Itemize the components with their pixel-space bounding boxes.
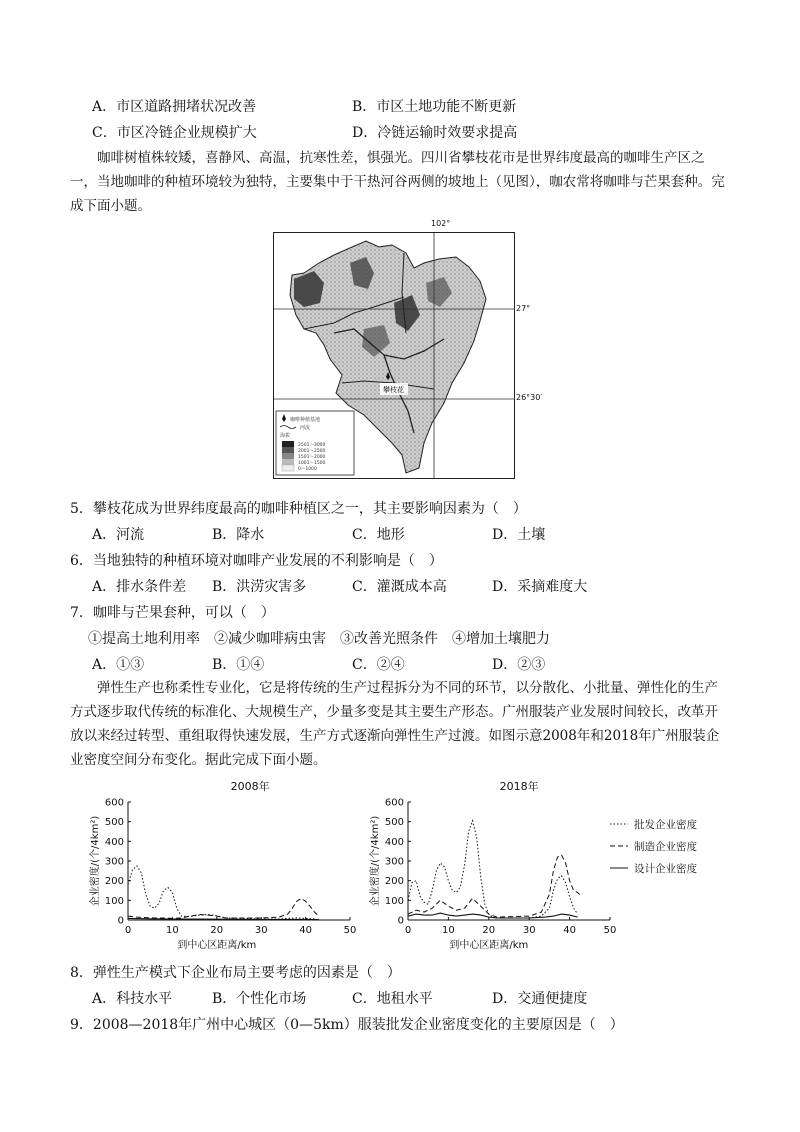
q8-option-d: D．交通便捷度 — [492, 991, 588, 1007]
legend-band: 0～1000 — [298, 467, 317, 472]
x-tick-label: 20 — [482, 925, 496, 936]
series-line-dashed — [408, 855, 582, 917]
q7-option-c: C．②④ — [352, 657, 405, 673]
q6-option-c: C．灌溉成本高 — [352, 579, 447, 595]
map-graphic — [274, 233, 514, 478]
q5-option-a: A．河流 — [92, 527, 145, 543]
q5-option-b: B．降水 — [212, 527, 265, 543]
legend-swatch — [282, 447, 294, 453]
q7-option-b: B．①④ — [212, 657, 265, 673]
q6-option-d: D．采摘难度大 — [492, 579, 588, 595]
map-city-label: 攀枝花 — [383, 386, 404, 394]
legend-swatch — [282, 441, 294, 447]
option-a: A．市区道路拥堵状况改善 — [92, 99, 257, 115]
question-9: 9．2008—2018年广州中心城区（0—5km）服装批发企业密度变化的主要原因是（ ） — [70, 1017, 624, 1033]
legend-band: 1501～2000 — [298, 455, 326, 460]
q5-option-c: C．地形 — [352, 527, 405, 543]
y-tick-label: 300 — [384, 856, 404, 868]
q8-option-c: C．地租水平 — [352, 991, 433, 1007]
x-tick-label: 40 — [563, 925, 576, 936]
question-7: 7．咖啡与芒果套种，可以（ ） — [70, 605, 275, 621]
y-tick-label: 100 — [384, 895, 404, 907]
option-d: D．冷链运输时效要求提高 — [352, 125, 518, 141]
q8-option-a: A．科技水平 — [92, 991, 173, 1007]
x-axis-label: 到中心区距离/km — [449, 940, 529, 951]
question-5: 5．攀枝花成为世界纬度最高的咖啡种植区之一，其主要影响因素为（ ） — [70, 501, 527, 517]
series-line-dashed — [128, 898, 319, 918]
map-latitude-label-26-30: 26°30′ — [516, 393, 543, 402]
y-tick-label: 0 — [397, 915, 404, 927]
y-tick-label: 400 — [384, 836, 404, 848]
x-tick-label: 0 — [124, 925, 132, 936]
y-tick-label: 600 — [104, 797, 124, 809]
x-tick-label: 20 — [210, 925, 224, 936]
panzhihua-map — [273, 232, 515, 479]
map-longitude-label: 102° — [431, 219, 451, 228]
x-tick-label: 50 — [603, 925, 617, 936]
y-tick-label: 200 — [384, 876, 404, 888]
y-axis-label: 企业密度/(个/4km²) — [370, 815, 381, 907]
y-tick-label: 500 — [384, 817, 404, 829]
q8-option-b: B．个性化市场 — [212, 991, 307, 1007]
y-tick-label: 0 — [117, 915, 124, 927]
x-tick-label: 50 — [343, 925, 357, 936]
coffee-passage: 咖啡树植株较矮，喜静风、高温，抗寒性差，惧强光。四川省攀枝花市是世界纬度最高的咖啡生产区之一，当地咖啡的种植环境较为独特，主要集中于干热河谷两侧的坡地上（见图），咖农常将咖啡与芒果套种。完成下面小题。 — [70, 150, 725, 214]
legend-band: 2001～2500 — [298, 449, 326, 454]
legend-label: 批发企业密度 — [634, 819, 697, 831]
density-charts — [0, 778, 800, 958]
option-b: B．市区土地功能不断更新 — [352, 99, 517, 115]
y-tick-label: 100 — [104, 895, 124, 907]
x-axis-label: 到中心区距离/km — [177, 940, 257, 951]
y-axis-label: 企业密度/(个/4km²) — [90, 815, 101, 907]
legend-band: 1001～1500 — [298, 461, 326, 466]
q6-option-b: B．洪涝灾害多 — [212, 579, 307, 595]
legend-band: 2501～3000 — [298, 443, 326, 448]
chart-title: 2018年 — [499, 780, 539, 793]
q6-option-a: A．排水条件差 — [92, 579, 187, 595]
legend-coffee-label: 咖啡种植基地 — [290, 417, 321, 423]
question-6: 6．当地独特的种植环境对咖啡产业发展的不利影响是（ ） — [70, 553, 443, 569]
y-tick-label: 200 — [104, 876, 124, 888]
x-tick-label: 40 — [299, 925, 312, 936]
series-line-solid — [128, 918, 319, 919]
y-tick-label: 500 — [104, 817, 124, 829]
flex-passage: 弹性生产也称柔性专业化，它是将传统的生产过程拆分为不同的环节，以分散化、小批量、弹性化的生产方式逐步取代传统的标准化、大规模生产，少量多变是其主要生产形态。广州服装产业发展时间较长，改革开放以来经过转型、重组取得快速发展，生产方式逐渐向弹性生产过渡。如图示意2008年和2018年广州服装企业密度空间分布变化。据此完成下面小题。 — [70, 680, 720, 768]
map-latitude-label-27: 27° — [516, 304, 531, 313]
option-c: C．市区冷链企业规模扩大 — [92, 125, 257, 141]
y-tick-label: 600 — [384, 797, 404, 809]
x-tick-label: 30 — [254, 925, 268, 936]
legend-elevation-title: 海拔 — [280, 433, 291, 439]
x-tick-label: 0 — [404, 925, 412, 936]
y-tick-label: 300 — [104, 856, 124, 868]
chart-title: 2008年 — [230, 780, 270, 793]
question-8: 8．弹性生产模式下企业布局主要考虑的因素是（ ） — [70, 965, 401, 981]
x-tick-label: 10 — [166, 925, 179, 936]
x-tick-label: 30 — [522, 925, 536, 936]
x-tick-label: 10 — [442, 925, 455, 936]
series-line-dotted — [408, 821, 578, 918]
legend-label: 制造企业密度 — [634, 841, 697, 853]
q7-statements: ①提高土地利用率 ②减少咖啡病虫害 ③改善光照条件 ④增加土壤肥力 — [88, 631, 550, 647]
q5-option-d: D．土壤 — [492, 527, 546, 543]
series-line-dotted — [128, 866, 315, 919]
q7-option-d: D．②③ — [492, 657, 546, 673]
y-tick-label: 400 — [104, 836, 124, 848]
legend-swatch — [282, 459, 294, 465]
legend-swatch — [282, 453, 294, 459]
legend-river-label: 河流 — [300, 425, 311, 431]
legend-label: 设计企业密度 — [634, 863, 697, 875]
q7-option-a: A．①③ — [92, 657, 145, 673]
legend-swatch — [282, 465, 294, 471]
